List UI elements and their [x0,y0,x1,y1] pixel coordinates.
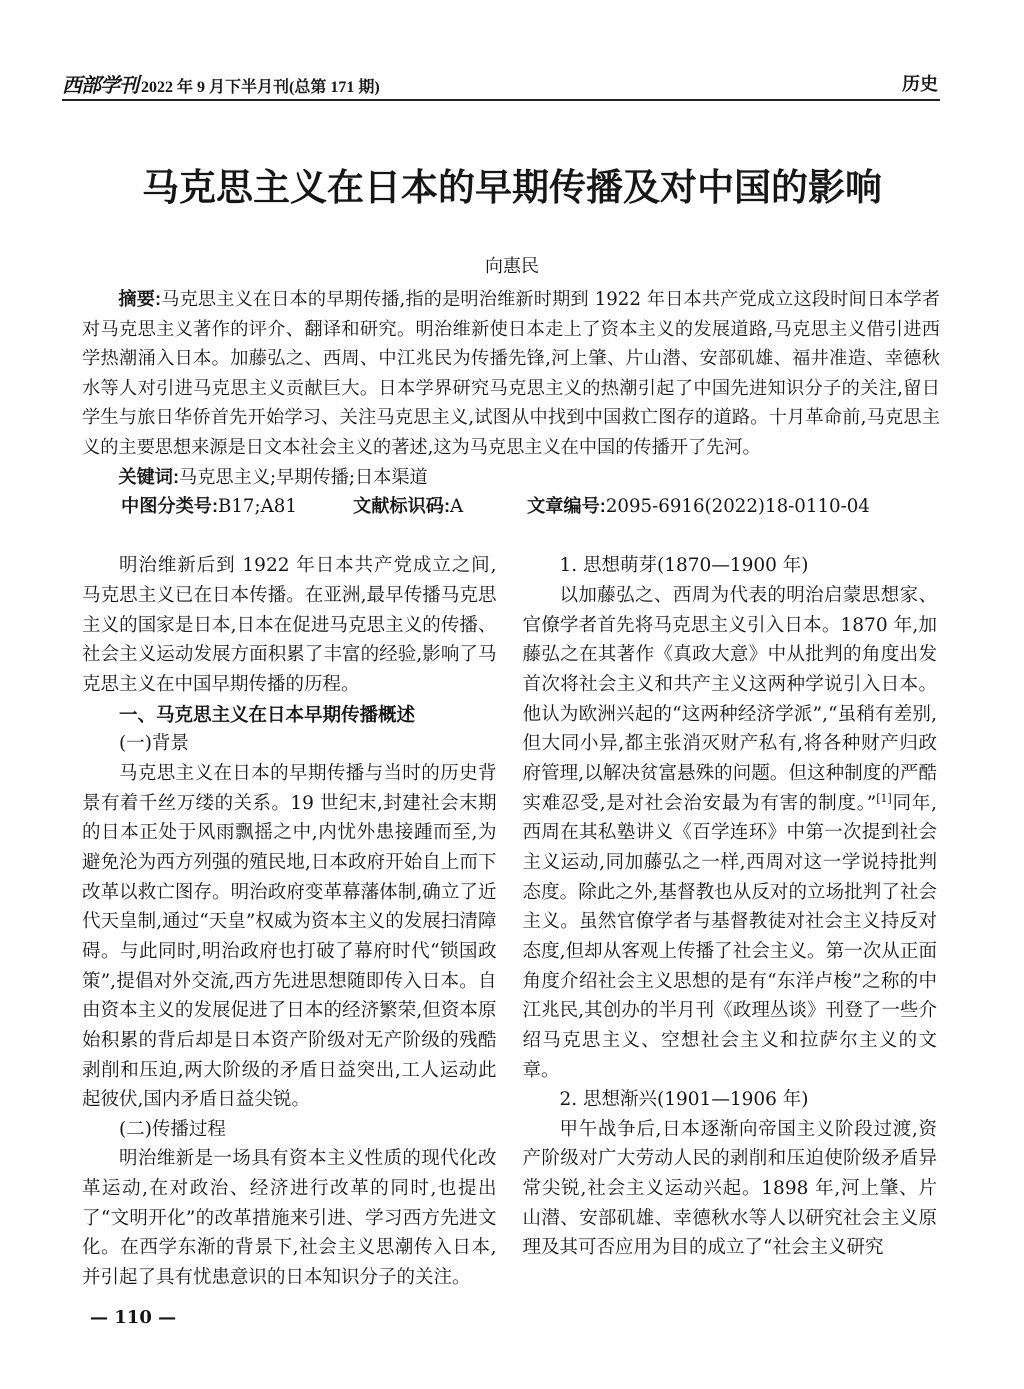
document-code [353,492,463,522]
document-code-label: 文献标识码: [353,496,450,517]
sprouting-text-a: 以加藤弘之、西周为代表的明治启蒙思想家、官僚学者首先将马克思主义引入日本。1870 年,加藤弘之在其著作《真政大意》中从批判的角度出发首次将社会主义和共产主义这两种学说引入日本。他认为欧洲兴起的“这两种经济学派”,“虽稍有差别,但大同小异,都主张消灭财产私有,将各种财产归政府管理,以解决贫富悬殊的问题。但这种制度的严酷实难忍受,是对社会治安最为有害的制度。” [522,585,937,814]
keywords-label: 关键词: [118,466,180,487]
subsection-heading-process: (二)传播过程 [119,1118,226,1140]
citation-marker: [1] [876,791,892,805]
abstract [82,285,940,463]
issue-info: 2022 年 9 月下半月刊(总第 171 期) [141,79,380,96]
article-author: 向惠民 [485,256,539,277]
section-label: 历史 [902,74,938,95]
intro-paragraph: 明治维新后到 1922 年日本共产党成立之间,马克思主义已在日本传播。在亚洲,最早传播马克思主义的国家是日本,日本在促进马克思主义的传播、社会主义运动发展方面积累了丰富的经验,影响了马克思主义在中国早期传播的历程。 [82,555,497,695]
running-header-left [62,72,380,101]
clc-number [121,492,297,522]
item-heading-sprouting: 1. 思想萌芽(1870—1900 年) [559,555,809,577]
clc-label: 中图分类号: [121,496,218,517]
keywords-text: 马克思主义;早期传播;日本渠道 [179,466,428,488]
article-title: 马克思主义在日本的早期传播及对中国的影响 [142,165,882,209]
classification-row [82,492,940,522]
clc-value: B17;A81 [218,496,297,518]
article-content [82,285,940,1323]
rising-paragraph: 甲午战争后,日本逐渐向帝国主义阶段过渡,资产阶级对广大劳动人民的剥削和压迫使阶级矛盾异常尖锐,社会主义运动兴起。1898 年,河上肇、片山潜、安部矶雄、幸德秋水等人以研究社会主义原理及其可否应用为目的成立了“社会主义研究 [522,1118,937,1259]
abstract-label: 摘要: [118,289,162,309]
process-paragraph: 明治维新是一场具有资本主义性质的现代化改革运动,在对政治、经济进行改革的同时,也提出了“文明开化”的改革措施来引进、学习西方先进文化。在西学东渐的背景下,社会主义思潮传入日本,并引起了具有忧患意识的日本知识分子的关注。 [82,1148,497,1289]
background-paragraph: 马克思主义在日本的早期传播与当时的历史背景有着千丝万缕的关系。19 世纪末,封建社会末期的日本正处于风雨飘摇之中,内忧外患接踵而至,为避免沦为西方列强的殖民地,日本政府开始自上而下改革以救亡图存。明治政府变革幕藩体制,确立了近代天皇制,通过“天皇”权威为资本主义的发展扫清障碍。与此同时,明治政府也打破了幕府时代“锁国政策”,提倡对外交流,西方先进思想随即传入日本。自由资本主义的发展促进了日本的经济繁荣,但资本原始积累的背后却是日本资产阶级对无产阶级的残酷剥削和压迫,两大阶级的矛盾日益突出,工人运动此起彼伏,国内矛盾日益尖锐。 [82,762,497,1111]
sprouting-text-b: 同年,西周在其私塾讲义《百学连环》中第一次提到社会主义运动,同加藤弘之一样,西周对这一学说持批判态度。除此之外,基督教也从反对的立场批判了社会主义。虽然官僚学者与基督教徒对社会主义持反对态度,但却从客观上传播了社会主义。第一次从正面角度介绍社会主义思想的是有“东洋卢梭”之称的中江兆民,其创办的半月刊《政理丛谈》刊登了一些介绍马克思主义、空想社会主义和拉萨尔主义的文章。 [522,792,937,1081]
header-rule [62,99,940,101]
abstract-text: 马克思主义在日本的早期传播,指的是明治维新时期到 1922 年日本共产党成立这段时间日本学者对马克思主义著作的评介、翻译和研究。明治维新使日本走上了资本主义的发展道路,马克思主义借引进西学热潮涌入日本。加藤弘之、西周、中江兆民为传播先锋,河上肇、片山潜、安部矶雄、福井准造、幸德秋水等人对引进马克思主义贡献巨大。日本学界研究马克思主义的热潮引起了中国先进知识分子的关注,留日学生与旅日华侨首先开始学习、关注马克思主义,试图从中找到中国救亡图存的道路。十月革命前,马克思主义的主要思想来源是日文本社会主义的著述,这为马克思主义在中国的传播开了先河。 [82,289,940,458]
keywords [82,463,940,493]
journal-logo: 西部学刊 [62,73,138,97]
sprouting-paragraph [523,581,938,1085]
page-number: — 110 — [90,1307,177,1328]
subsection-heading-background: (一)背景 [119,733,189,755]
document-code-value: A [450,496,464,518]
front-matter [82,285,940,522]
section-heading: 一、马克思主义在日本早期传播概述 [119,703,416,725]
article-number-label: 文章编号: [527,496,606,517]
article-number-value: 2095-6916(2022)18-0110-04 [605,496,870,518]
article-number [527,492,870,522]
body-columns [82,551,937,1323]
item-heading-rising: 2. 思想渐兴(1901—1906 年) [559,1089,809,1111]
